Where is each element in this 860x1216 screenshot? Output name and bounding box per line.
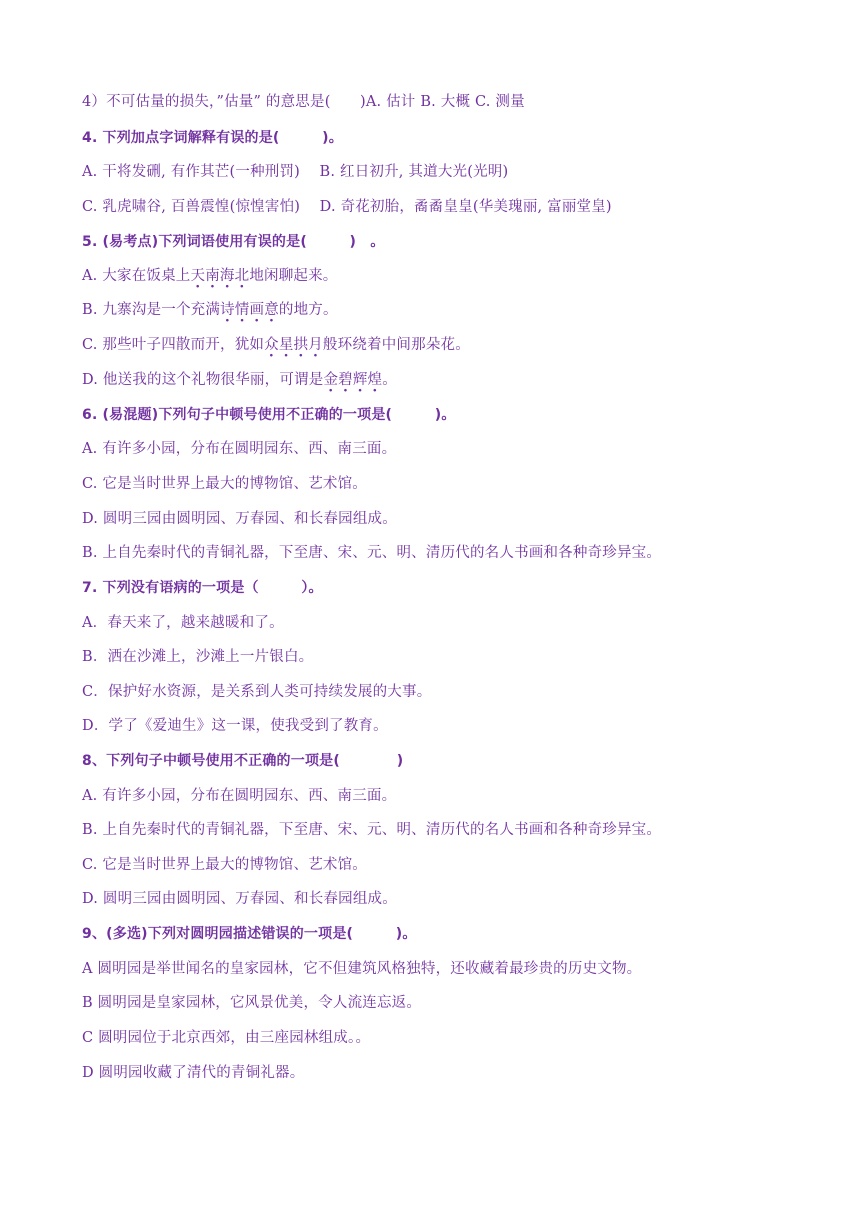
question-4-title: 4. 下列加点字词解释有误的是( )。: [82, 130, 343, 146]
question-6-option-c: C. 它是当时世界上最大的博物馆、艺术馆。: [82, 476, 367, 492]
question-7-title: 7. 下列没有语病的一项是（ ）。: [82, 580, 323, 596]
question-6-option-a: A. 有许多小园，分布在圆明园东、西、南三面。: [82, 441, 397, 457]
dotted-char: 金: [323, 372, 339, 388]
dotted-char: 星: [278, 337, 294, 353]
option-text: 地闲聊起来。: [249, 268, 338, 284]
dotted-char: 月: [308, 337, 323, 353]
question-9-option-a: A 圆明园是举世闻名的皇家园林，它不但建筑风格独特，还收藏着最珍贵的历史文物。: [82, 961, 642, 977]
dotted-char: 煌: [367, 372, 383, 388]
question-7-option-c: C．保护好水资源，是关系到人类可持续发展的大事。: [82, 684, 432, 700]
question-4-options-cd: C. 乳虎啸谷, 百兽震惶(惊惶害怕) D. 奇花初胎，矞矞皇皇(华美瑰丽, 富丽堂皇): [82, 199, 612, 215]
dotted-char: 诗: [220, 302, 235, 318]
dotted-char: 意: [264, 302, 279, 318]
question-6-title: 6. (易混题)下列句子中顿号使用不正确的一项是( )。: [82, 407, 456, 423]
question-8-option-c: C. 它是当时世界上最大的博物馆、艺术馆。: [82, 857, 367, 873]
question-5-option-c: [82, 335, 840, 355]
question-9-option-b: B 圆明园是皇家园林，它风景优美，令人流连忘返。: [82, 995, 422, 1011]
question-8-option-a: A. 有许多小园，分布在圆明园东、西、南三面。: [82, 788, 397, 804]
question-8-title: 8、下列句子中顿号使用不正确的一项是( ): [82, 753, 404, 769]
dotted-char: 众: [264, 337, 279, 353]
option-text: D. 他送我的这个礼物很华丽，可谓是: [82, 372, 324, 388]
question-9-option-c: C 圆明园位于北京西郊，由三座园林组成。。: [82, 1030, 371, 1046]
question-6-option-d: D. 圆明三园由圆明园、万春园、和长春园组成。: [82, 511, 397, 527]
item-4-estimate-line: 4）不可估量的损失，”估量” 的意思是( )A. 估计 B. 大概 C. 测量: [82, 94, 525, 110]
question-7-option-a: A．春天来了，越来越暖和了。: [82, 615, 284, 631]
dotted-char: 情: [234, 302, 250, 318]
question-4-options-ab: A. 干将发硎, 有作其芒(一种刑罚) B. 红日初升, 其道大光(光明): [82, 164, 509, 180]
option-text: C. 那些叶子四散而开，犹如: [82, 337, 265, 353]
question-7-option-d: D．学了《爱迪生》这一课，使我受到了教育。: [82, 718, 388, 734]
dotted-char: 海: [219, 268, 235, 284]
dotted-char: 天: [190, 268, 206, 284]
question-6-option-b: B. 上自先秦时代的青铜礼器，下至唐、宋、元、明、清历代的名人书画和各种奇珍异宝。: [82, 545, 662, 561]
question-5-option-d: [82, 370, 840, 390]
question-8-option-d: D. 圆明三园由圆明园、万春园、和长春园组成。: [82, 891, 397, 907]
question-9-option-d: D 圆明园收藏了清代的青铜礼器。: [82, 1065, 305, 1081]
question-8-option-b: B. 上自先秦时代的青铜礼器，下至唐、宋、元、明、清历代的名人书画和各种奇珍异宝。: [82, 822, 662, 838]
dotted-char: 碧: [338, 372, 353, 388]
dotted-char: 画: [249, 302, 265, 318]
option-text: B. 九寨沟是一个充满: [82, 302, 221, 318]
dotted-char: 南: [205, 268, 220, 284]
dotted-char: 辉: [352, 372, 368, 388]
dotted-char: 拱: [293, 337, 309, 353]
option-text: 般环绕着中间那朵花。: [322, 337, 470, 353]
question-5-option-b: [82, 300, 840, 320]
question-7-option-b: B．洒在沙滩上，沙滩上一片银白。: [82, 649, 314, 665]
option-text: 的地方。: [278, 302, 338, 318]
question-5-title: 5. (易考点)下列词语使用有误的是( ) 。: [82, 234, 385, 250]
question-9-title: 9、(多选)下列对圆明园描述错误的一项是( )。: [82, 926, 417, 942]
option-text: A. 大家在饭桌上: [82, 268, 191, 284]
option-text: 。: [382, 372, 397, 388]
question-5-option-a: [82, 266, 840, 286]
dotted-char: 北: [234, 268, 250, 284]
